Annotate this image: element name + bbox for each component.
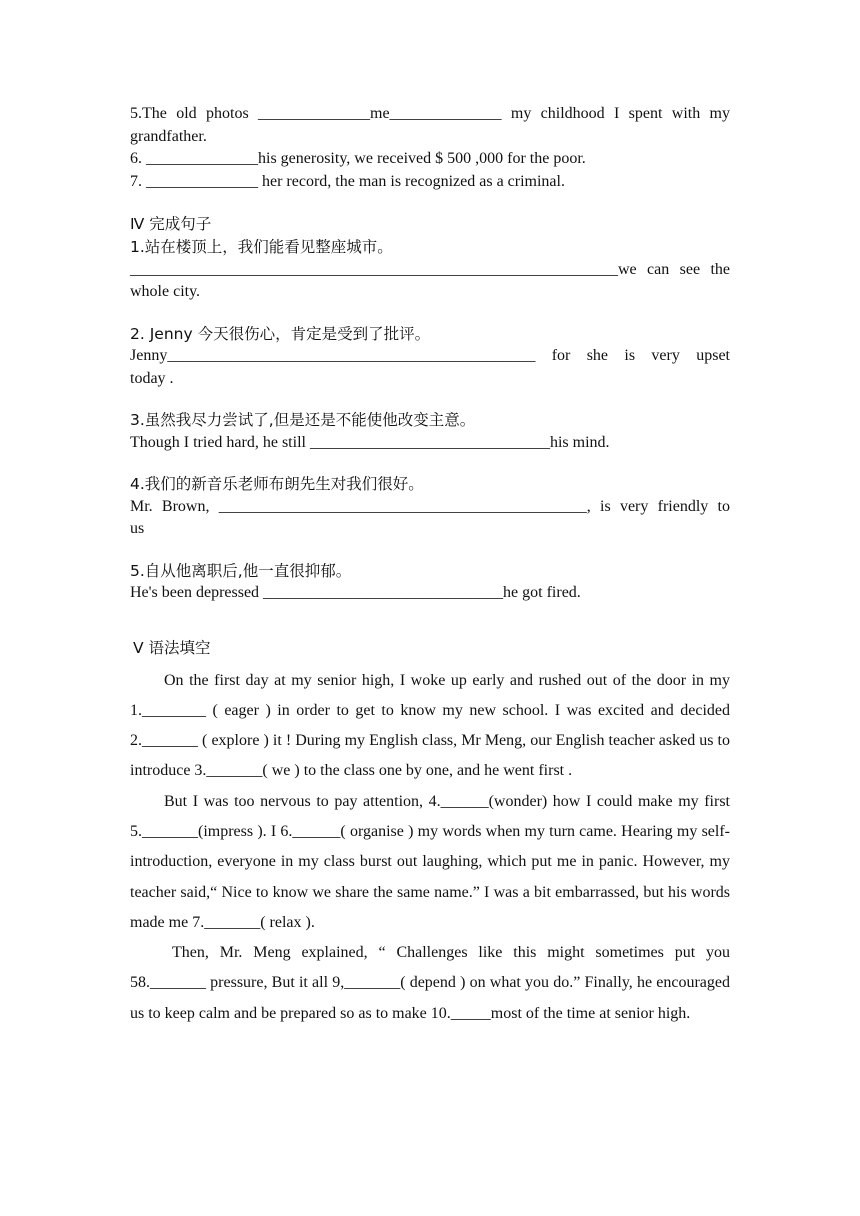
worksheet-page (130, 103, 730, 1029)
english-blank-line: Mr. Brown, ______________________________________________, is very friendly to (130, 497, 730, 515)
section-heading: Ⅴ 语法填空 (133, 638, 211, 657)
english-blank-line: Jenny______________________________________________ for she is very upset (130, 347, 730, 364)
section-5 (130, 636, 730, 1030)
cloze-paragraph: But I was too nervous to pay attention, 4.______(wonder) how I could make my first 5._______(impress ). I 6.______( organise ) my words when my turn came. Hearing my self- introduction, everyone in my class burst out laughing, which put me in panic. However, my teacher said,“ Nice to know we share the same name.” I was a bit embarrassed, but his words made me 7._______( relax ). (130, 792, 730, 931)
chinese-prompt: 4.我们的新音乐老师布朗先生对我们很好。 (130, 475, 424, 493)
section-4 (130, 212, 730, 605)
chinese-prompt: 3.虽然我尽力尝试了,但是还是不能使他改变主意。 (130, 411, 476, 429)
chinese-prompt: 1.站在楼顶上，我们能看见整座城市。 (130, 238, 393, 256)
cloze-paragraph: On the first day at my senior high, I woke up early and rushed out of the door in my 1.________ ( eager ) in order to get to know my new school. I was excited and decided 2._______ ( explore ) it ! During my English class, Mr Meng, our English teacher asked us to introduce 3._______( we ) to the class one by one, and he went first . (130, 671, 730, 780)
exercise-line: 5.The old photos ______________me______________ my childhood I spent with my (130, 105, 730, 122)
cloze-paragraph: Then, Mr. Meng explained, “ Challenges like this might sometimes put you 58._______ pressure, But it all 9,_______( depend ) on what you do.” Finally, he encouraged us to keep calm and be prepared so as to make 10._____most of the time at senior high. (130, 944, 730, 1022)
english-blank-line: He's been depressed ______________________________he got fired. (130, 584, 581, 601)
chinese-prompt: 2. Jenny 今天很伤心，肯定是受到了批评。 (130, 324, 431, 343)
sentence-item (130, 473, 730, 541)
exercise-line: 7. ______________ her record, the man is recognized as a criminal. (130, 172, 565, 190)
section-heading: Ⅳ 完成句子 (130, 215, 212, 233)
exercise-line: grandfather. (130, 127, 207, 145)
exercise-line: 6. ______________his generosity, we received $ 500 ,000 for the poor. (130, 150, 586, 167)
english-blank-line: Though I tried hard, he still ______________________________his mind. (130, 433, 610, 451)
sentence-item (130, 323, 730, 391)
exercise-part-3-tail (130, 103, 730, 193)
english-blank-line: _____________________________________________________________we can see the (130, 260, 730, 278)
english-blank-line: us (130, 520, 145, 537)
english-blank-line: today . (130, 369, 174, 387)
sentence-item (130, 560, 730, 605)
chinese-prompt: 5.自从他离职后,他一直很抑郁。 (130, 561, 352, 580)
sentence-item (130, 236, 730, 304)
english-blank-line: whole city. (130, 283, 201, 300)
sentence-item (130, 409, 730, 454)
